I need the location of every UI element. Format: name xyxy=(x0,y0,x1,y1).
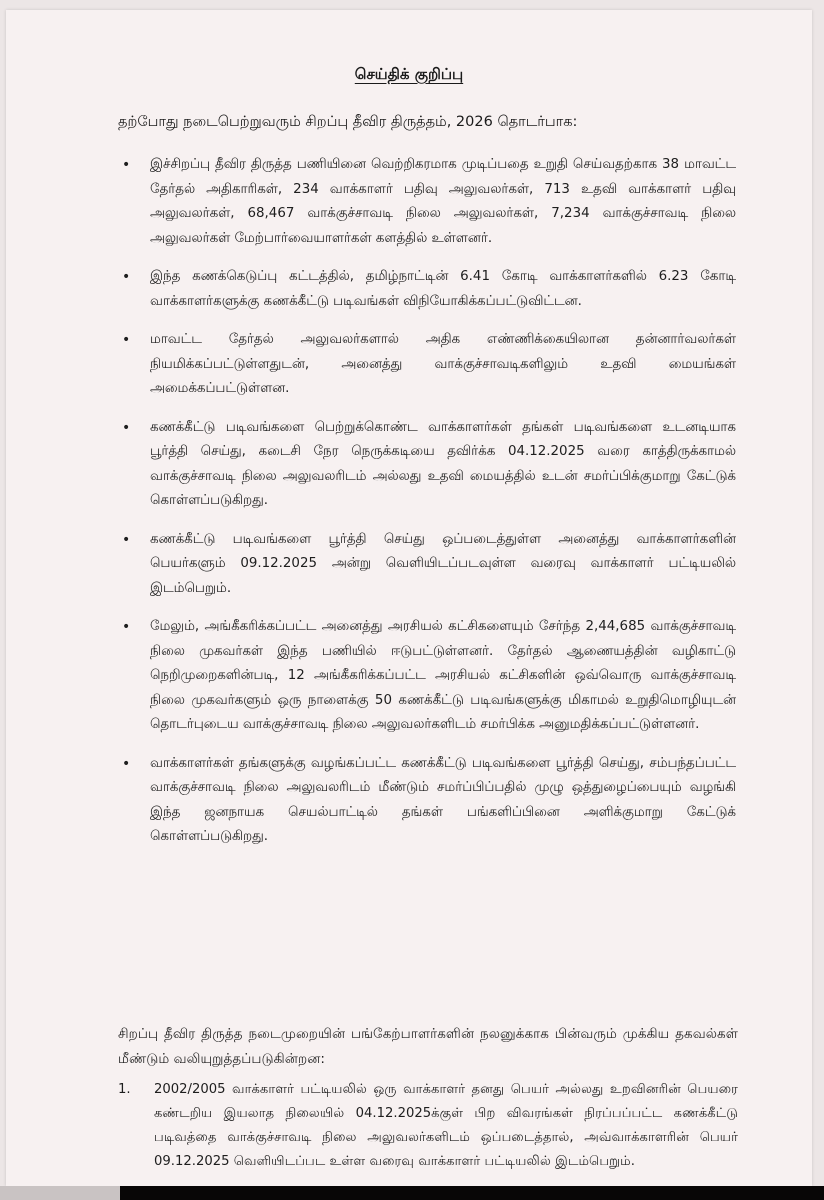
document-page xyxy=(6,10,812,1186)
bullet-icon: • xyxy=(122,269,131,285)
bullet-text: மேலும், அங்கீகரிக்கப்பட்ட அனைத்து அரசியல் கட்சிகளையும் சேர்ந்த 2,44,685 வாக்குச்சாவடி நிலை முகவர்கள் இந்த பணியில் ஈடுபட்டுள்ளனர். தேர்தல் ஆணையத்தின் வழிகாட்டு நெறிமுறைகளின்படி, 12 அங்கீகரிக்கப்பட்ட அரசியல் கட்சிகளின் ஒவ்வொரு வாக்குச்சாவடி நிலை முகவர்களும் ஒரு நாளைக்கு 50 கணக்கீட்டு படிவங்களுக்கு மிகாமல் உறுதிமொழியுடன் தொடர்புடைய வாக்குச்சாவடி நிலை அலுவலர்களிடம் சமர்பிக்க அனுமதிக்கப்பட்டுள்ளனர். xyxy=(150,619,736,732)
bullet-text: கணக்கீட்டு படிவங்களை பூர்த்தி செய்து ஒப்படைத்துள்ள அனைத்து வாக்காளர்களின் பெயர்களும் 09.12.2025 அன்று வெளியிடப்படவுள்ள வரைவு வாக்காளர் பட்டியலில் இடம்பெறும். xyxy=(150,531,736,596)
bullet-icon: • xyxy=(122,157,131,173)
bullet-item xyxy=(116,752,736,850)
item-number: 1. xyxy=(118,1082,131,1097)
bottom-edge-bar xyxy=(0,1186,824,1200)
bullet-text: மாவட்ட தேர்தல் அலுவலர்களால் அதிக எண்ணிக்கையிலான தன்னார்வலர்கள் நியமிக்கப்பட்டுள்ளதுடன், அனைத்து வாக்குச்சாவடிகளிலும் உதவி மையங்கள் அமைக்கப்பட்டுள்ளன. xyxy=(150,332,737,396)
bottom-edge-light xyxy=(0,1186,120,1200)
bullet-icon: • xyxy=(122,531,131,548)
bullet-item xyxy=(116,265,736,314)
numbered-item xyxy=(118,1078,738,1174)
bullet-icon: • xyxy=(122,419,131,436)
bullet-item xyxy=(116,615,736,738)
bullet-text: வாக்காளர்கள் தங்களுக்கு வழங்கப்பட்ட கணக்கீட்டு படிவங்களை பூர்த்தி செய்து, சம்பந்தப்பட்ட வாக்குச்சாவடி நிலை அலுவலரிடம் மீண்டும் சமர்ப்பிப்பதில் முழு ஒத்துழைப்பையும் வழங்கி இந்த ஜனநாயக செயல்பாட்டில் தங்கள் பங்களிப்பினை அளிக்குமாறு கேட்டுக் கொள்ளப்படுகிறது. xyxy=(150,755,736,844)
bullet-text: கணக்கீட்டு படிவங்களை பெற்றுக்கொண்ட வாக்காளர்கள் தங்கள் படிவங்களை உடனடியாக பூர்த்தி செய்து, கடைசி நேர நெருக்கடியை தவிர்க்க 04.12.2025 வரை காத்திருக்காமல் வாக்குச்சாவடி நிலை அலுவலரிடம் அல்லது உதவி மையத்தில் உடன் சமர்ப்பிக்குமாறு கேட்டுக் கொள்ளப்படுகிறது. xyxy=(150,419,736,508)
bullet-text: இச்சிறப்பு தீவிர திருத்த பணியினை வெற்றிகரமாக முடிப்பதை உறுதி செய்வதற்காக 38 மாவட்ட தேர்தல் அதிகாரிகள், 234 வாக்காளர் பதிவு அலுவலர்கள், 713 உதவி வாக்காளர் பதிவு அலுவலர்கள், 68,467 வாக்குச்சாவடி நிலை அலுவலர்கள், 7,234 வாக்குச்சாவடி நிலை அலுவலர்கள் மேற்பார்வையாளர்கள் களத்தில் உள்ளனர். xyxy=(150,157,736,246)
numbered-list xyxy=(118,1078,738,1174)
document-title: செய்திக் குறிப்பு xyxy=(354,65,464,83)
bullet-text: இந்த கணக்கெடுப்பு கட்டத்தில், தமிழ்நாட்டின் 6.41 கோடி வாக்காளர்களில் 6.23 கோடி வாக்காளர்களுக்கு கணக்கீட்டு படிவங்கள் விநியோகிக்கப்பட்டுவிட்டன. xyxy=(150,269,736,309)
bullet-item xyxy=(116,528,736,602)
bullet-item xyxy=(116,416,736,514)
bullet-item xyxy=(116,153,736,251)
numbered-item-text: 2002/2005 வாக்காளர் பட்டியலில் ஒரு வாக்காளர் தனது பெயர் அல்லது உறவினரின் பெயரை கண்டறிய இயலாத நிலையில் 04.12.2025க்குள் பிற விவரங்கள் நிரப்பப்பட்ட கணக்கீட்டு படிவத்தை வாக்குச்சாவடி நிலை அலுவலர்களிடம் ஒப்படைத்தால், அவ்வாக்காளரின் பெயர் 09.12.2025 வெளியிடப்பட உள்ள வரைவு வாக்காளர் பட்டியலில் இடம்பெறும். xyxy=(154,1082,738,1169)
info-paragraph: சிறப்பு தீவிர திருத்த நடைமுறையின் பங்கேற்பாளர்களின் நலனுக்காக பின்வரும் முக்கிய தகவல்கள் மீண்டும் வலியுறுத்தப்படுகின்றன: xyxy=(118,1026,738,1067)
bullet-item xyxy=(116,328,736,402)
bullet-icon: • xyxy=(122,332,131,348)
bullet-list xyxy=(116,153,736,864)
intro-line: தற்போது நடைபெற்றுவரும் சிறப்பு தீவிர திருத்தம், 2026 தொடர்பாக: xyxy=(118,114,578,130)
bullet-icon: • xyxy=(122,755,131,772)
bullet-icon: • xyxy=(122,619,131,635)
